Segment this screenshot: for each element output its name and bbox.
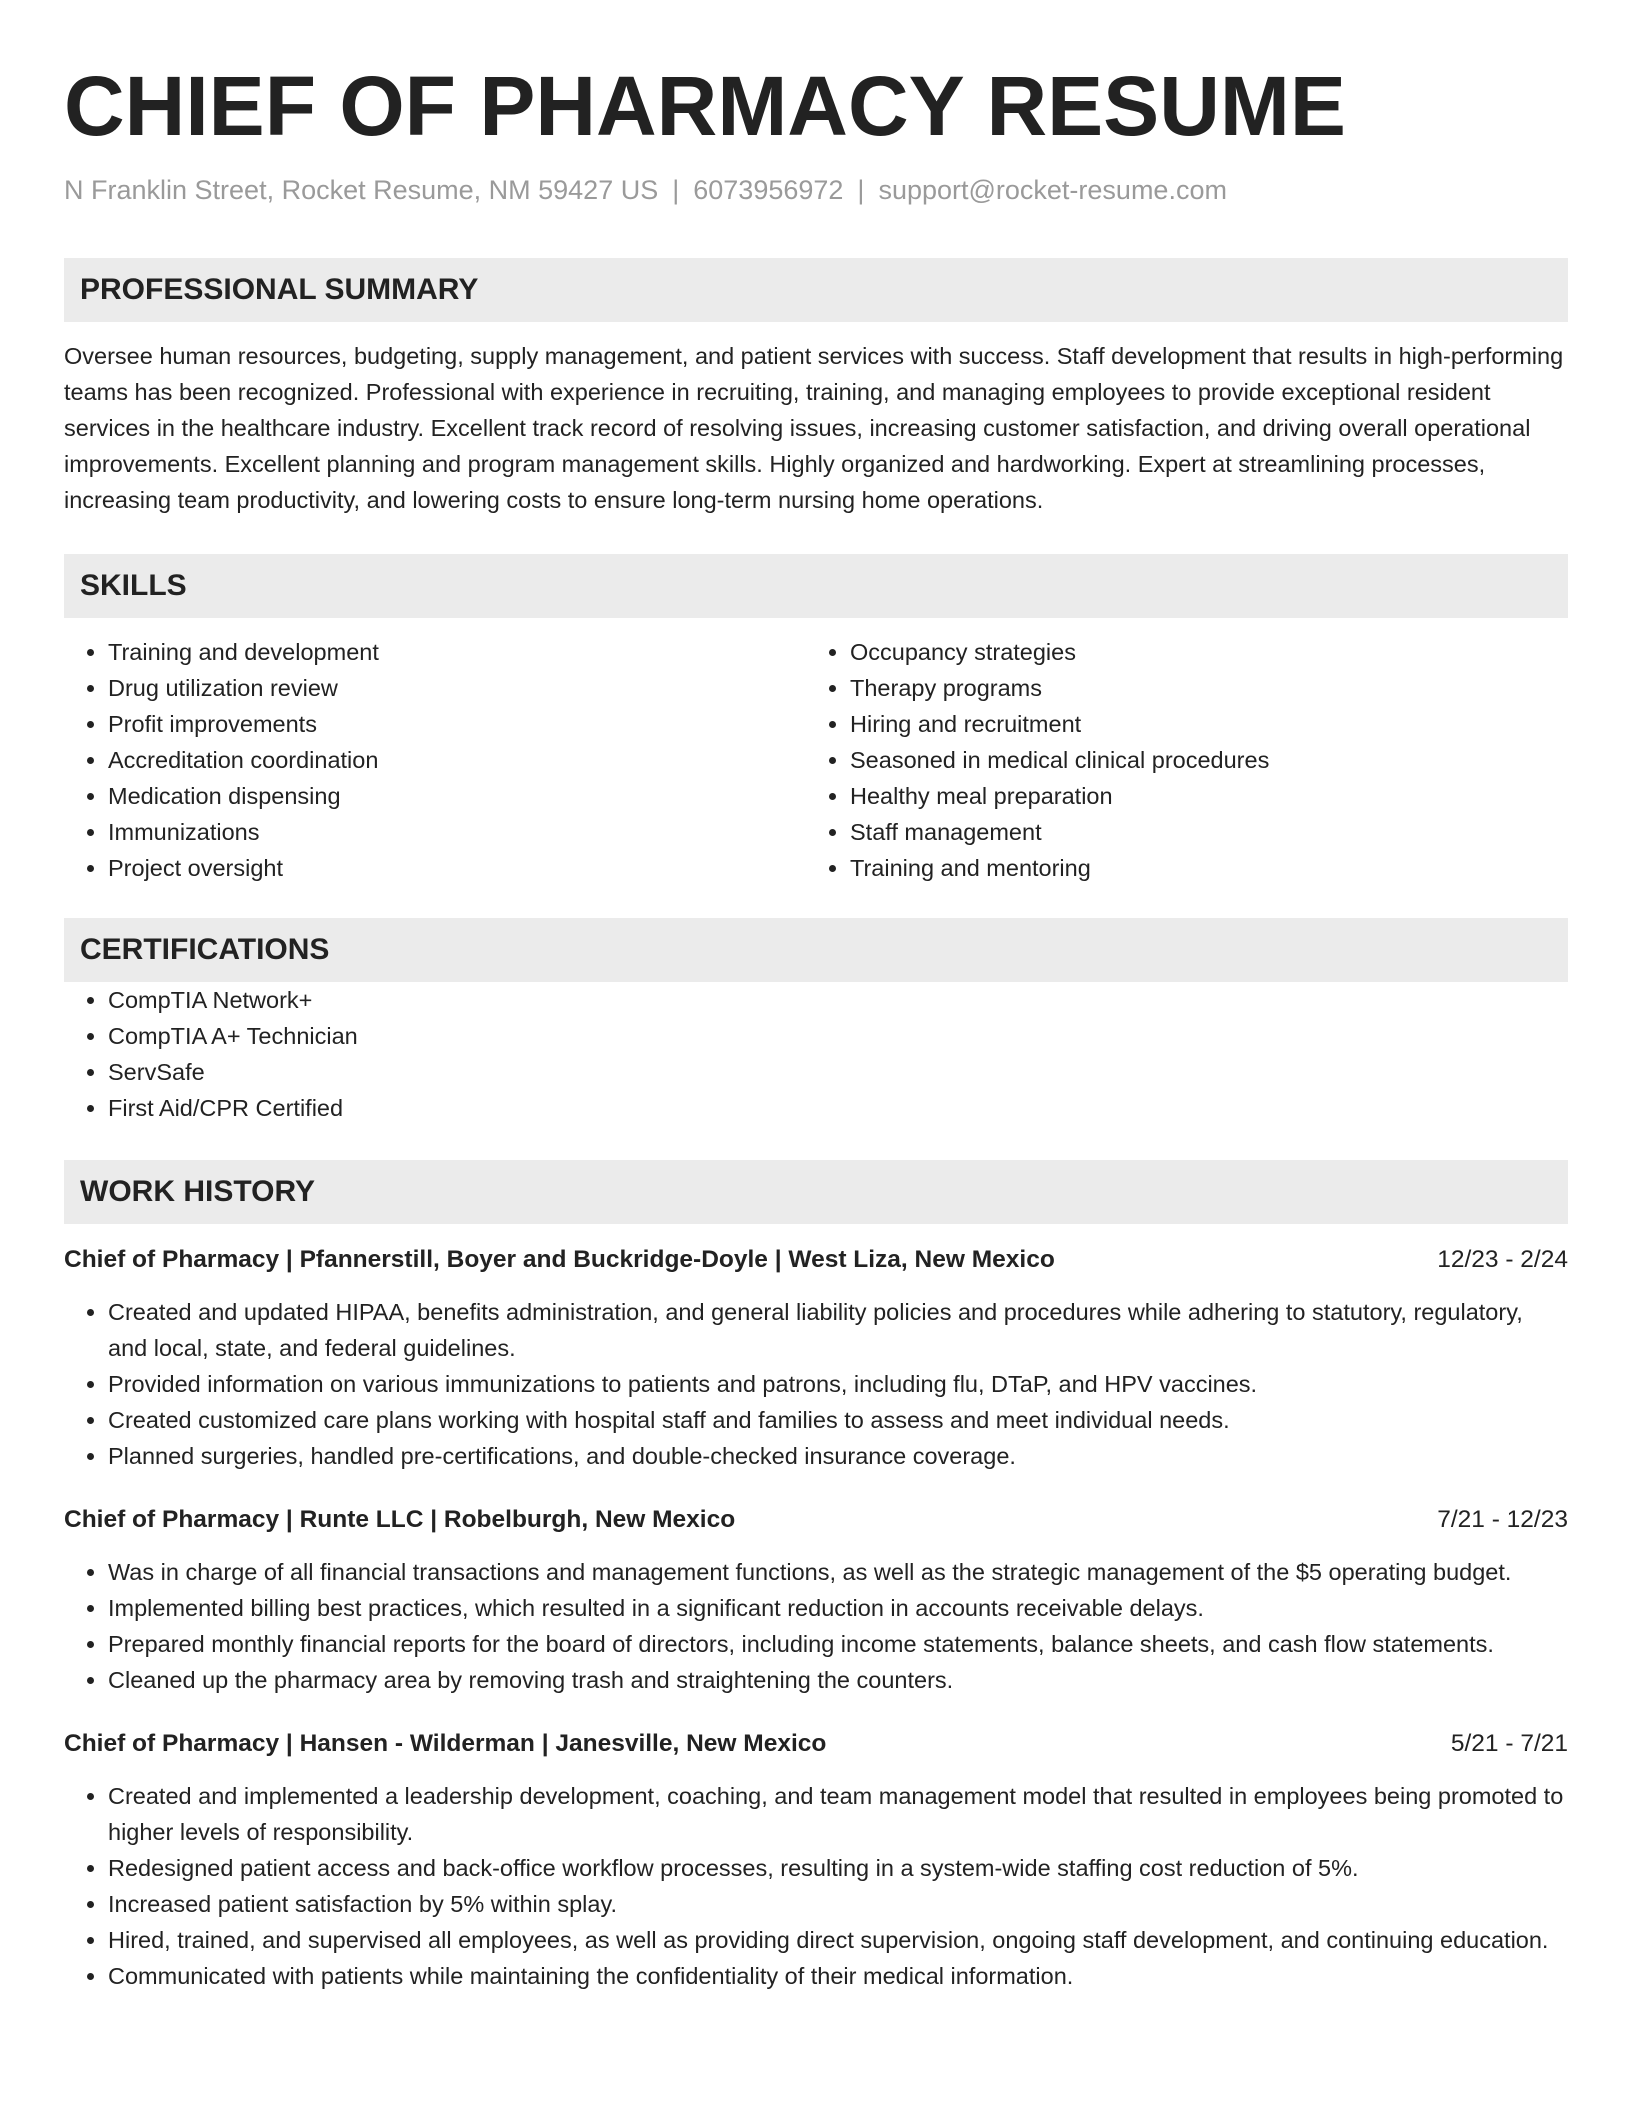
job-title: Chief of Pharmacy | Runte LLC | Robelburgh, New Mexico [64, 1506, 736, 1533]
job-entry [64, 1242, 1568, 1474]
list-item: • Seasoned in medical clinical procedures [850, 742, 1548, 778]
list-item: • Prepared monthly financial reports for the board of directors, including income statements, balance sheets, and cash flow statements. [108, 1626, 1568, 1662]
work-history-list [64, 1242, 1568, 1994]
list-item: • Communicated with patients while maintaining the confidentiality of their medical information. [108, 1958, 1568, 1994]
list-item: • Redesigned patient access and back-office workflow processes, resulting in a system-wide staffing cost reduction of 5%. [108, 1850, 1568, 1886]
skills-column-right [806, 634, 1548, 886]
list-item: • Hired, trained, and supervised all employees, as well as providing direct supervision, ongoing staff development, and continuing education. [108, 1922, 1568, 1958]
job-header [64, 1502, 1568, 1538]
list-item: • Training and development [108, 634, 806, 670]
list-item: • Hiring and recruitment [850, 706, 1548, 742]
list-item: • Staff management [850, 814, 1548, 850]
contact-phone: 6073956972 [693, 175, 844, 205]
contact-address: N Franklin Street, Rocket Resume, NM 59427 US [64, 175, 659, 205]
skills-list-left [64, 634, 806, 886]
list-item: • Occupancy strategies [850, 634, 1548, 670]
job-bullets [64, 1778, 1568, 1994]
skills-heading: SKILLS [64, 554, 1568, 618]
summary-text: Oversee human resources, budgeting, supply management, and patient services with success. Staff development that results in high-performing teams has been recognized. Professional with experience in recruiting, training, and managing employees to provide exceptional resident services in the healthcare industry. Excellent track record of resolving issues, increasing customer satisfaction, and driving overall operational improvements. Excellent planning and program management skills. Highly organized and hardworking. Expert at streamlining processes, increasing team productivity, and lowering costs to ensure long-term nursing home operations. [64, 343, 1564, 513]
list-item: • Training and mentoring [850, 850, 1548, 886]
job-bullets [64, 1554, 1568, 1698]
list-item: • Implemented billing best practices, which resulted in a significant reduction in accounts receivable delays. [108, 1590, 1568, 1626]
job-header [64, 1242, 1568, 1278]
list-item: • Provided information on various immunizations to patients and patrons, including flu, DTaP, and HPV vaccines. [108, 1366, 1568, 1402]
list-item: • ServSafe [108, 1054, 1568, 1090]
list-item: • Project oversight [108, 850, 806, 886]
job-dates: 7/21 - 12/23 [1437, 1506, 1568, 1533]
list-item: • Healthy meal preparation [850, 778, 1548, 814]
skills-list-right [806, 634, 1548, 886]
list-item: • Created and updated HIPAA, benefits administration, and general liability policies and procedures while adhering to statutory, regulatory, and local, state, and federal guidelines. [108, 1294, 1568, 1366]
job-dates: 5/21 - 7/21 [1450, 1730, 1568, 1757]
summary-heading: PROFESSIONAL SUMMARY [64, 258, 1568, 322]
list-item: • Cleaned up the pharmacy area by removing trash and straightening the counters. [108, 1662, 1568, 1698]
list-item: • Created customized care plans working with hospital staff and families to assess and meet individual needs. [108, 1402, 1568, 1438]
certifications-list [64, 982, 1568, 1126]
list-item: • Created and implemented a leadership development, coaching, and team management model that resulted in employees being promoted to higher levels of responsibility. [108, 1778, 1568, 1850]
list-item: • CompTIA A+ Technician [108, 1018, 1568, 1054]
job-bullets [64, 1294, 1568, 1474]
list-item: • First Aid/CPR Certified [108, 1090, 1568, 1126]
list-item: • Increased patient satisfaction by 5% within splay. [108, 1886, 1568, 1922]
list-item: • Drug utilization review [108, 670, 806, 706]
certifications-heading: CERTIFICATIONS [64, 918, 1568, 982]
skills-column-left [64, 634, 806, 886]
job-entry [64, 1726, 1568, 1994]
contact-separator: | [857, 175, 865, 205]
job-title: Chief of Pharmacy | Hansen - Wilderman | Janesville, New Mexico [64, 1730, 827, 1757]
list-item: • Planned surgeries, handled pre-certifications, and double-checked insurance coverage. [108, 1438, 1568, 1474]
contact-email: support@rocket-resume.com [878, 175, 1227, 205]
list-item: • Immunizations [108, 814, 806, 850]
list-item: • Was in charge of all financial transactions and management functions, as well as the strategic management of the $5 operating budget. [108, 1554, 1568, 1590]
job-entry [64, 1502, 1568, 1698]
job-dates: 12/23 - 2/24 [1437, 1246, 1568, 1273]
job-header [64, 1726, 1568, 1762]
job-title: Chief of Pharmacy | Pfannerstill, Boyer and Buckridge-Doyle | West Liza, New Mexico [64, 1246, 1055, 1273]
list-item: • Medication dispensing [108, 778, 806, 814]
list-item: • Accreditation coordination [108, 742, 806, 778]
work-history-heading: WORK HISTORY [64, 1160, 1568, 1224]
skills-grid [64, 634, 1568, 886]
list-item: • Profit improvements [108, 706, 806, 742]
resume-title: CHIEF OF PHARMACY RESUME [64, 59, 1346, 153]
list-item: • Therapy programs [850, 670, 1548, 706]
contact-separator: | [672, 175, 680, 205]
list-item: • CompTIA Network+ [108, 982, 1568, 1018]
resume-page [64, 0, 1568, 1994]
contact-line [64, 172, 1568, 208]
